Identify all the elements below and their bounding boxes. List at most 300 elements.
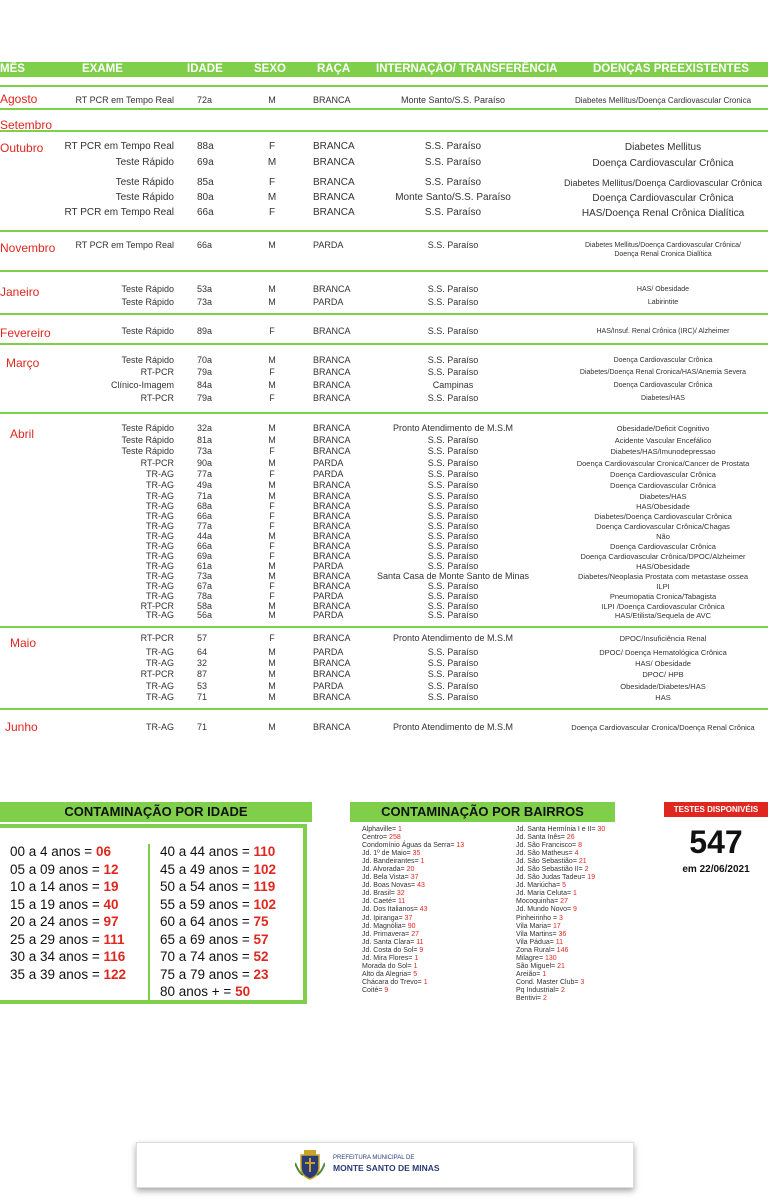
exame-cell: Teste Rápido [121,423,174,433]
sexo-cell: F [268,177,276,188]
bairro-item-label: Jd. Caeté= [362,898,398,906]
internacao-cell: S.S. Paraíso [424,207,482,218]
bairro-item-label: Jd. São Judas Tadeu= [516,874,588,882]
sexo-cell: F [269,446,275,456]
age-range-item-value: 102 [253,861,276,877]
exame-cell: Teste Rápido [115,177,174,188]
raca-cell: BRANCA [313,423,351,433]
internacao-cell: S.S. Paraíso [427,446,479,456]
idade-cell: 71 [197,692,208,702]
age-range-item-label: 80 anos + = [160,984,236,999]
exame-cell: Teste Rápido [121,297,174,307]
row-separator [0,313,768,315]
bairro-item-label: Jd. Ipiranga= [362,914,405,922]
exame-cell: TR-AG [146,480,174,490]
sexo-cell: M [268,284,276,294]
bairro-item-value: 4 [574,850,579,858]
raca-cell: BRANCA [313,551,351,561]
idade-cell: 79a [197,393,213,403]
sexo-cell: F [268,207,276,218]
bairro-item [516,874,605,882]
exame-cell: TR-AG [146,531,174,541]
idade-cell: 87 [197,669,208,679]
sexo-cell: F [269,511,275,521]
bairro-item-label: Alto da Alegria= [362,970,414,978]
age-range-item-value: 52 [253,949,269,964]
month-label: Novembro [0,241,56,255]
row-separator [0,230,768,232]
raca-cell: BRANCA [313,692,351,702]
bairro-item [362,874,464,882]
age-range-item-label: 35 a 39 anos = [10,966,104,982]
doenca-cell: HAS/Obesidade [636,562,690,571]
bairro-item [516,931,605,939]
sexo-cell: M [268,355,276,365]
idade-cell: 66a [197,207,214,218]
sexo-cell: M [268,647,276,657]
footer-subtitle: PREFEITURA MUNICIPAL DE [333,1155,415,1161]
internacao-cell: S.S. Paraíso [427,240,479,250]
idade-cell: 85a [197,177,214,188]
age-range-item-value: 97 [103,914,119,929]
bairro-item [516,947,605,955]
exame-cell: TR-AG [146,610,174,620]
bairro-item [362,963,464,971]
doenca-cell: Diabetes/HAS [639,492,687,501]
raca-cell: BRANCA [313,658,351,668]
idade-cell: 49a [197,480,213,490]
idade-cell: 88a [197,141,214,152]
bairro-item-label: Jd. São Sebastião= [516,858,579,866]
internacao-cell: S.S. Paraíso [427,297,479,307]
idade-cell: 73a [197,571,213,581]
sexo-cell: F [269,521,275,531]
age-range-item-value: 122 [103,966,126,982]
idade-cell: 79a [197,367,213,377]
raca-cell: BRANCA [313,669,351,679]
doenca-cell: Diabetes/Neoplasia Prostata com metastase ossea [577,572,749,581]
month-label: Outubro [0,141,44,155]
exame-cell: Teste Rápido [115,192,174,203]
raca-cell: PARDA [313,610,344,620]
bairro-item-value: 2 [584,866,589,874]
idade-cell: 71 [197,722,208,732]
raca-cell: BRANCA [313,326,351,336]
bairro-item-value: 146 [556,946,569,954]
raca-cell: BRANCA [313,380,351,390]
internacao-cell: Pronto Atendimento de M.S.M [392,722,514,732]
exame-cell: TR-AG [146,658,174,668]
doenca-cell: HAS/Etilista/Sequela de AVC [614,611,712,620]
age-range-item [10,932,126,950]
internacao-cell: S.S. Paraíso [427,469,479,479]
raca-cell: BRANCA [313,480,351,490]
doenca-cell: Doença Cardiovascular Crônica [610,542,716,551]
raca-cell: PARDA [313,647,344,657]
raca-cell: BRANCA [313,581,351,591]
bairro-item-label: Jd. São Sebastião II= [516,866,585,874]
month-label: Maio [10,636,37,650]
idade-cell: 90a [197,458,213,468]
idade-cell: 70a [197,355,213,365]
age-range-item-label: 75 a 79 anos = [160,966,254,982]
doenca-cell: Diabetes Mellitus/Doença Cardiovascular Crônica/ [584,242,741,249]
bairro-item [516,890,605,898]
bairro-item [362,987,464,995]
sexo-cell: M [268,601,276,611]
exame-cell: RT PCR em Tempo Real [75,240,174,250]
exame-cell: RT-PCR [140,458,174,468]
bairro-item-value: 1 [542,970,547,978]
age-range-item-label: 65 a 69 anos = [160,931,254,947]
sexo-cell: M [268,297,276,307]
header-sexo: SEXO [254,63,286,75]
bairro-item-label: Condomínio Águas da Serra= [362,842,457,850]
idade-cell: 71a [197,491,213,501]
doenca-cell: Diabetes/Doença Renal Cronica/HAS/Anemia Severa [579,369,747,376]
internacao-cell: S.S. Paraíso [424,157,482,168]
bairro-item [362,826,464,834]
bairro-item [516,979,605,987]
bairro-item-value: 5 [562,882,567,890]
idade-cell: 89a [197,326,213,336]
doenca-cell: Diabetes Mellitus/Doença Cardiovascular Crônica [563,178,763,188]
sexo-cell: F [269,633,275,643]
exame-cell: TR-AG [146,551,174,561]
doenca-cell: Doença Cardiovascular Crônica [610,470,716,479]
internacao-cell: S.S. Paraíso [427,326,479,336]
bairro-item [516,866,605,874]
raca-cell: BRANCA [313,722,351,732]
raca-cell: BRANCA [313,355,351,365]
bairro-item-value: 1 [423,978,428,986]
bairro-item-label: Jd. Brasil= [362,890,397,898]
bairro-item-label: Mocoquinha= [516,898,561,906]
coat-of-arms-icon [295,1149,325,1181]
bairro-item-value: 8 [578,842,582,850]
internacao-cell: S.S. Paraíso [427,591,479,601]
sexo-cell: M [267,157,277,168]
bairro-item-label: Milagre= [516,954,545,962]
bairro-item-label: Jd. Primavera= [362,930,412,938]
bairro-item [362,850,464,858]
internacao-cell: S.S. Paraíso [427,531,479,541]
doenca-cell: Diabetes/Doença Cardiovascular Crônica [594,512,732,521]
bairro-item-label: Jd. Mundo Novo= [516,906,574,914]
exame-cell: Clínico-Imagem [110,380,174,390]
sexo-cell: M [268,435,276,445]
idade-cell: 56a [197,610,213,620]
exame-cell: TR-AG [146,469,174,479]
row-separator [0,270,768,272]
age-box-title: CONTAMINAÇÃO POR IDADE [0,802,312,822]
row-separator [0,130,768,132]
bairro-item [362,898,464,906]
bairro-item-label: Jd. Mariúcha= [516,882,563,890]
internacao-cell: S.S. Paraíso [427,647,479,657]
bairro-item-label: Jd. Alvorada= [362,866,407,874]
bairro-item-value: 36 [558,930,567,938]
sexo-cell: M [268,423,276,433]
sexo-cell: F [269,581,275,591]
internacao-cell: S.S. Paraíso [427,521,479,531]
age-range-item-label: 25 a 29 anos = [10,931,104,947]
age-range-item-value: 116 [103,949,126,964]
age-list-right [160,844,276,1002]
doenca-cell: Labirintite [647,299,679,306]
exame-cell: TR-AG [146,491,174,501]
bairro-item [516,995,605,1003]
bairro-item-value: 21 [557,962,565,970]
internacao-cell: S.S. Paraíso [427,551,479,561]
exame-cell: RT PCR em Tempo Real [75,95,174,105]
exame-cell: RT-PCR [140,367,174,377]
raca-cell: BRANCA [313,141,355,152]
internacao-cell: S.S. Paraíso [427,355,479,365]
exame-cell: RT-PCR [140,601,174,611]
age-range-item [10,914,126,932]
raca-cell: PARDA [313,297,344,307]
month-label: Março [6,356,40,370]
bairro-item-label: Zona Rural= [516,946,557,954]
row-separator [0,108,768,110]
doenca-cell: Doença Cardiovascular Cronica/Cancer de Prostata [576,459,750,468]
bairro-item [516,987,605,995]
sexo-cell: M [268,722,276,732]
bairro-item-value: 37 [410,874,419,882]
bairro-item [516,915,605,923]
doenca-cell: Doença Cardiovascular Crônica [592,193,734,204]
bairro-item-value: 3 [580,978,585,986]
sexo-cell: M [268,480,276,490]
bairro-item-value: 11 [398,898,406,906]
doenca-cell: Diabetes Mellitus/Doença Cardiovascular Cronica [574,96,752,105]
internacao-cell: Monte Santo/S.S. Paraíso [395,192,511,203]
bairro-item [516,858,605,866]
doenca-cell: Doença Cardiovascular Crônica/Chagas [596,522,730,531]
doenca-cell: HAS [655,693,671,702]
row-separator [0,85,768,87]
raca-cell: BRANCA [313,633,351,643]
exame-cell: Teste Rápido [115,157,174,168]
raca-cell: BRANCA [313,157,355,168]
bairro-item-label: Jd. Bela Vista= [362,874,411,882]
bairro-item-label: Pq Industrial= [516,986,561,994]
age-range-item-value: 102 [253,896,276,912]
bairro-item-label: Coité= [362,986,385,994]
bairro-item-value: 27 [411,930,420,938]
internacao-cell: S.S. Paraíso [427,491,479,501]
internacao-cell: S.S. Paraíso [424,141,482,152]
bairro-item-value: 20 [406,866,415,874]
bairro-item [516,923,605,931]
raca-cell: BRANCA [313,531,351,541]
age-range-item-label: 45 a 49 anos = [160,861,254,877]
exame-cell: Teste Rápido [121,326,174,336]
age-range-item [160,914,276,932]
bairro-item [516,955,605,963]
age-range-item-value: 119 [253,879,276,894]
age-range-item [10,862,126,880]
internacao-cell: S.S. Paraíso [427,458,479,468]
idade-cell: 84a [197,380,213,390]
raca-cell: BRANCA [313,192,355,203]
sexo-cell: F [269,551,275,561]
raca-cell: BRANCA [313,521,351,531]
sexo-cell: F [269,469,275,479]
month-label: Setembro [0,118,53,132]
doenca-cell: Não [656,532,670,541]
bairro-item-value: 43 [417,882,425,890]
internacao-cell: S.S. Paraíso [427,284,479,294]
doenca-cell: HAS/Doença Renal Crônica Dialítica [581,208,745,219]
bairro-item [362,834,464,842]
month-label: Abril [10,427,35,441]
bairros-title: CONTAMINAÇÃO POR BAIRROS [350,802,615,822]
sexo-cell: M [268,561,276,571]
sexo-cell: F [269,501,275,511]
exame-cell: TR-AG [146,541,174,551]
header-exame: EXAME [82,63,123,75]
exame-cell: Teste Rápido [121,435,174,445]
raca-cell: BRANCA [313,207,355,218]
header-raca: RAÇA [317,63,351,75]
tests-count: 547 [689,824,743,860]
bairro-item-label: Jd. 1º de Maio= [362,850,413,858]
bairro-item [362,866,464,874]
idade-cell: 57 [197,633,208,643]
bairro-item [362,890,464,898]
header-internacao: INTERNAÇÃO/ TRANSFERÊNCIA [376,63,558,75]
bairro-item-value: 37 [404,914,413,922]
bairro-item-label: Jd. Maria Celuta= [516,890,573,898]
bairro-item-label: Jd. Santa Inês= [516,834,567,842]
raca-cell: BRANCA [313,435,351,445]
bairro-item [362,947,464,955]
sexo-cell: M [268,380,276,390]
bairro-item-label: Cond. Master Club= [516,978,581,986]
bairro-item [516,850,605,858]
sexo-cell: M [268,491,276,501]
age-range-item [10,949,126,967]
exame-cell: TR-AG [146,681,174,691]
doenca-cell: Pneumopatia Cronica/Tabagista [609,592,717,601]
doenca-cell: Obesidade/Deficit Cognitivo [616,424,710,433]
idade-cell: 32 [197,658,208,668]
idade-cell: 73a [197,297,213,307]
bairro-item-value: 1 [420,858,425,866]
bairro-item-value: 19 [587,874,596,882]
age-range-item [10,967,126,985]
internacao-cell: S.S. Paraíso [427,692,479,702]
idade-cell: 68a [197,501,213,511]
age-range-item-label: 30 a 34 anos = [10,949,104,964]
header-idade: IDADE [187,63,223,75]
internacao-cell: Pronto Atendimento de M.S.M [392,633,514,643]
raca-cell: BRANCA [313,601,351,611]
bairro-item-value: 9 [384,986,389,994]
bairro-item-value: 3 [559,914,563,922]
internacao-cell: S.S. Paraíso [427,561,479,571]
doenca-cell: Doença Cardiovascular Crônica [613,382,713,389]
bairro-item-value: 11 [416,938,424,946]
bairro-item-value: 1 [573,890,577,898]
doenca-cell: HAS/Insuf. Renal Crônica (IRC)/ Alzheimer [596,328,730,335]
idade-cell: 69a [197,157,214,168]
bairro-item-label: Morada do Sol= [362,962,414,970]
raca-cell: PARDA [313,469,344,479]
exame-cell: TR-AG [146,511,174,521]
bairro-item-label: Centro= [362,834,390,842]
bairro-item [362,931,464,939]
bairros-list-left [362,826,464,995]
bairro-item [362,979,464,987]
exame-cell: TR-AG [146,561,174,571]
bairro-item [516,939,605,947]
raca-cell: BRANCA [313,284,351,294]
doenca-cell: Diabetes/HAS/Imunodepressao [610,447,716,456]
doenca-cell: Doença Cardiovascular Crônica [592,158,734,169]
age-range-item-value: 19 [103,879,119,894]
idade-cell: 77a [197,469,213,479]
sexo-cell: F [269,591,275,601]
doenca-cell: Doença Cardiovascular Crônica/DPOC/Alzheimer [580,552,746,561]
month-label: Agosto [0,92,38,106]
bairro-item-value: 21 [578,858,587,866]
bairro-item-label: Chácara do Trevo= [362,978,424,986]
bairro-item-label: Jd. Santa Clara= [362,938,417,946]
bairro-item-label: Vila Maria= [516,922,554,930]
exame-cell: RT PCR em Tempo Real [64,207,174,218]
raca-cell: BRANCA [313,177,355,188]
age-range-item [160,984,276,1002]
exame-cell: RT-PCR [140,669,174,679]
bairro-item [362,915,464,923]
internacao-cell: Campinas [432,380,474,390]
age-range-item [160,862,276,880]
bairro-item [362,939,464,947]
sexo-cell: M [268,681,276,691]
bairro-item [516,882,605,890]
age-range-item [160,897,276,915]
sexo-cell: M [268,610,276,620]
footer-title: MONTE SANTO DE MINAS [333,1163,440,1173]
raca-cell: BRANCA [313,571,351,581]
bairro-item-value: 9 [419,946,424,954]
bairros-list-right [516,826,605,1003]
age-range-item [160,967,276,985]
age-range-item-label: 05 a 09 anos = [10,861,104,877]
exame-cell: TR-AG [146,591,174,601]
raca-cell: BRANCA [313,367,351,377]
doenca-cell: DPOC/ Doença Hematológica Crônica [599,648,727,657]
age-range-item-value: 23 [253,966,269,982]
bairro-item-value: 1 [413,962,418,970]
age-range-item [160,949,276,967]
sexo-cell: M [267,192,277,203]
internacao-cell: Pronto Atendimento de M.S.M [392,423,514,433]
bairro-item [362,842,464,850]
exame-cell: RT-PCR [140,393,174,403]
bairro-item-value: 17 [553,922,561,930]
bairro-item [362,858,464,866]
age-divider [148,844,150,1004]
internacao-cell: S.S. Paraíso [427,669,479,679]
age-range-item [160,844,276,862]
internacao-cell: S.S. Paraíso [427,681,479,691]
tests-date: em 22/06/2021 [682,864,750,875]
sexo-cell: M [268,95,276,105]
